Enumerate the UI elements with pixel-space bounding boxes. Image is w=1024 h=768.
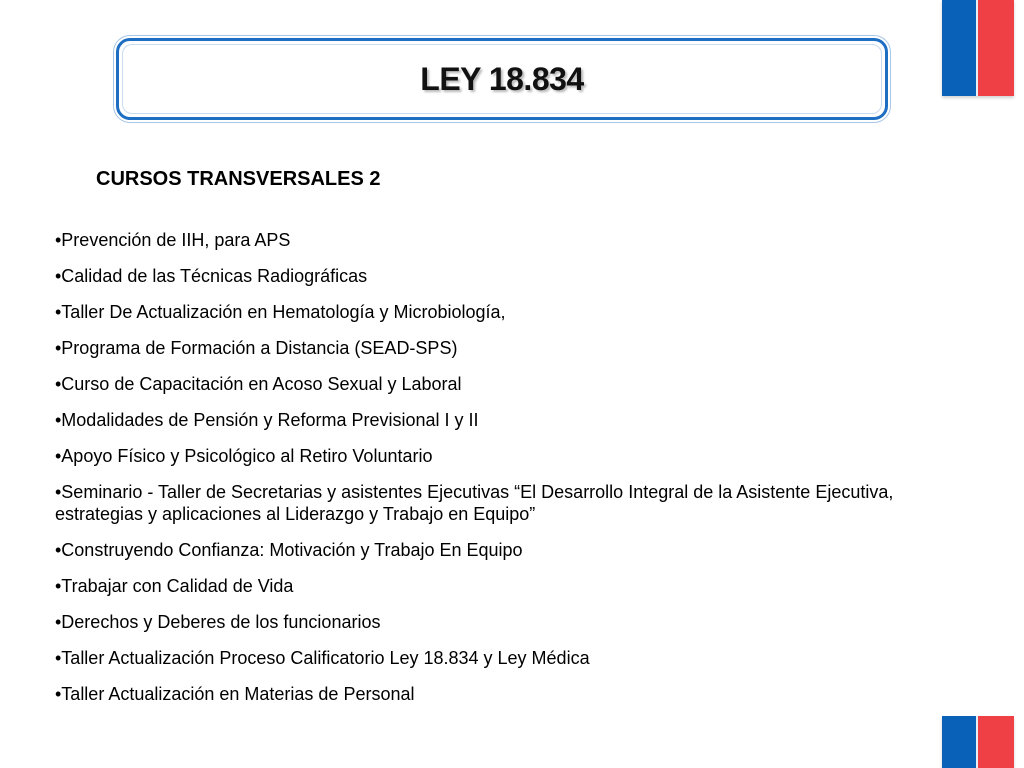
course-item: •Curso de Capacitación en Acoso Sexual y Laboral — [55, 374, 462, 394]
course-list — [55, 229, 955, 719]
slide-subtitle: CURSOS TRANSVERSALES 2 — [96, 168, 381, 190]
course-item: •Modalidades de Pensión y Reforma Previsional I y II — [55, 410, 479, 430]
course-item: •Calidad de las Técnicas Radiográficas — [55, 266, 368, 286]
course-item: •Prevención de IIH, para APS — [55, 230, 291, 250]
course-item: •Trabajar con Calidad de Vida — [55, 576, 294, 596]
flag-red-stripe — [978, 716, 1014, 768]
course-item: •Construyendo Confianza: Motivación y Trabajo En Equipo — [55, 540, 523, 560]
flag-blue-stripe — [942, 716, 978, 768]
course-item: •Programa de Formación a Distancia (SEAD-SPS) — [55, 338, 458, 358]
title-box — [116, 38, 888, 120]
slide-title: LEY 18.834 — [420, 60, 584, 97]
chile-flag-stripe-bottom — [942, 716, 1014, 768]
course-item: •Taller De Actualización en Hematología y Microbiología, — [55, 302, 506, 322]
course-item: •Taller Actualización en Materias de Personal — [55, 684, 415, 704]
flag-red-stripe — [978, 0, 1014, 96]
course-item: •Taller Actualización Proceso Calificatorio Ley 18.834 y Ley Médica — [55, 648, 590, 668]
course-item: •Derechos y Deberes de los funcionarios — [55, 612, 381, 632]
course-item: •Apoyo Físico y Psicológico al Retiro Voluntario — [55, 446, 433, 466]
course-item: •Seminario - Taller de Secretarias y asistentes Ejecutivas “El Desarrollo Integral de la Asistente Ejecutiva, estrategias y aplicaciones al Liderazgo y Trabajo en Equipo” — [55, 482, 894, 524]
chile-flag-stripe-top — [942, 0, 1014, 96]
flag-blue-stripe — [942, 0, 978, 96]
